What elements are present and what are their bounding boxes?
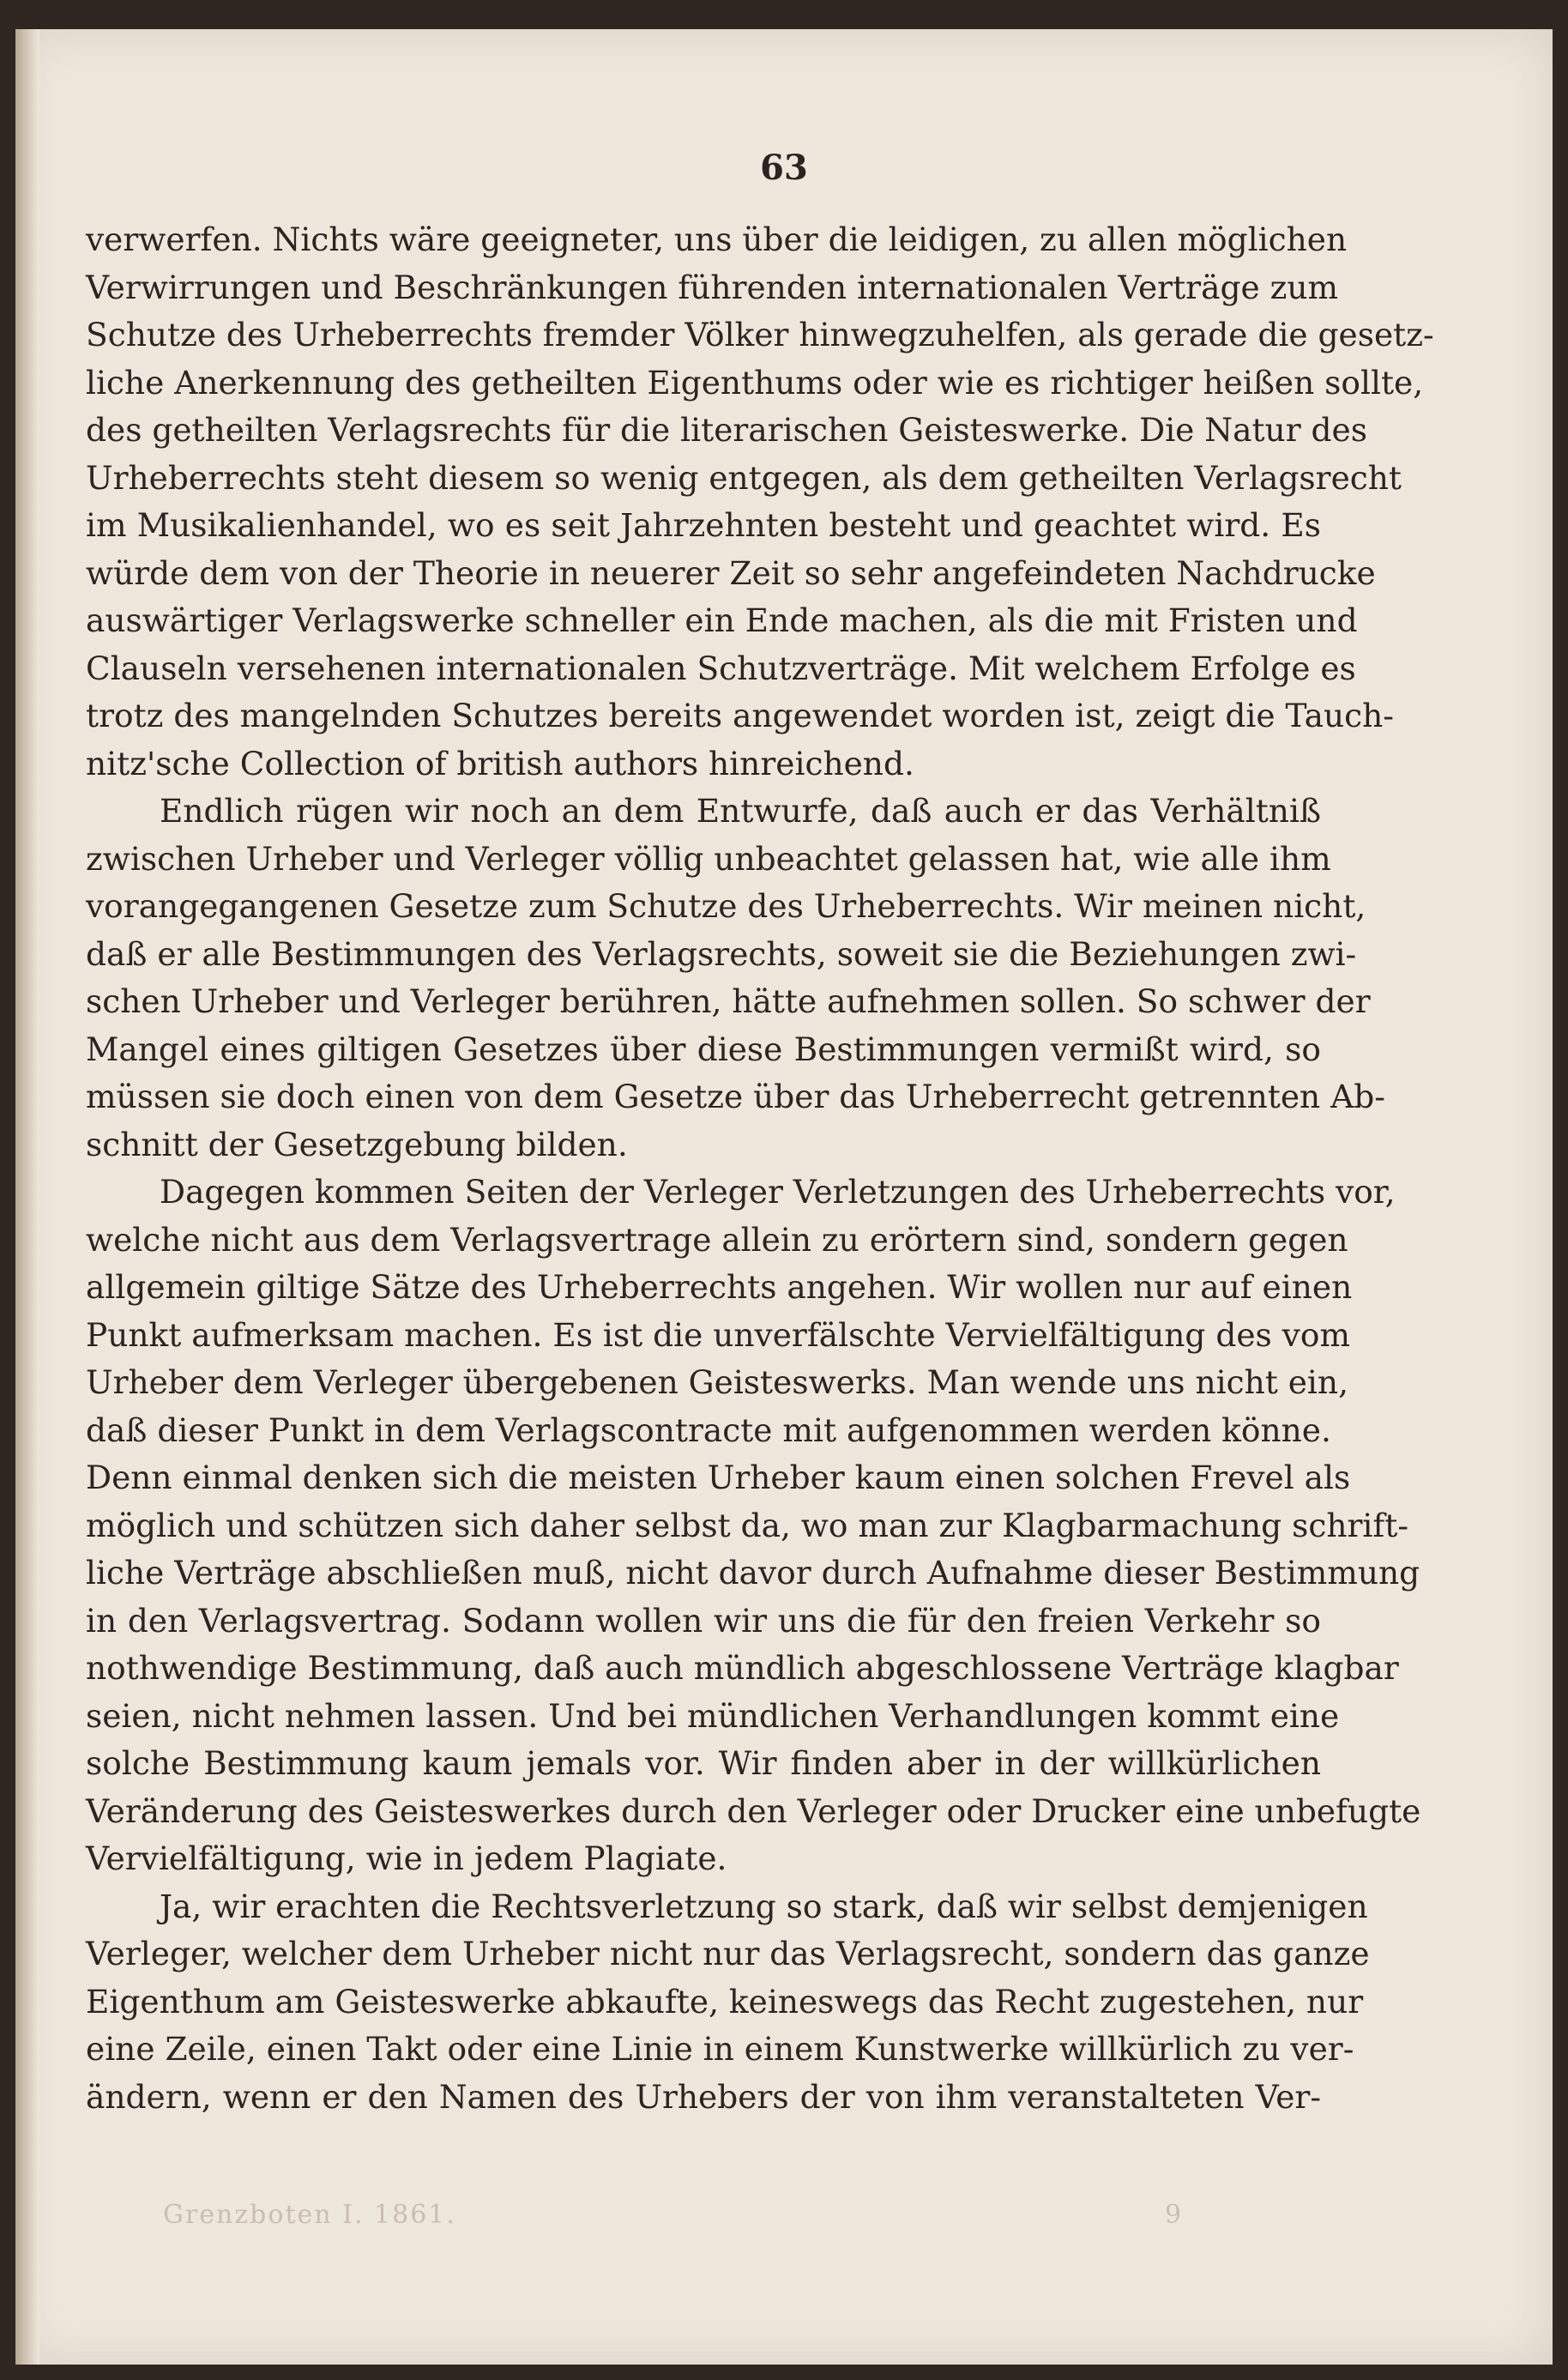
text-line: daß er alle Bestimmungen des Verlagsrechts, soweit sie die Beziehungen zwi- [86, 934, 1357, 973]
text-line: welche nicht aus dem Verlagsvertrage allein zu erörtern sind, sondern gegen [86, 1220, 1348, 1259]
text-line: würde dem von der Theorie in neuerer Zeit so sehr angefeindeten Nachdrucke [86, 553, 1376, 592]
text-line: solche Bestimmung kaum jemals vor. Wir finden aber in der willkürlichen [86, 1744, 1321, 1782]
text-line: in den Verlagsvertrag. Sodann wollen wir uns die für den freien Verkehr so [86, 1601, 1321, 1640]
text-line: schnitt der Gesetzgebung bilden. [86, 1125, 628, 1163]
text-line: liche Anerkennung des getheilten Eigenthums oder wie es richtiger heißen sollte, [86, 363, 1424, 402]
text-line: daß dieser Punkt in dem Verlagscontracte mit aufgenommen werden könne. [86, 1410, 1331, 1449]
text-line: seien, nicht nehmen lassen. Und bei mündlichen Verhandlungen kommt eine [86, 1696, 1340, 1735]
text-line: schen Urheber und Verleger berühren, hätte aufnehmen sollen. So schwer der [86, 982, 1371, 1020]
bleed-through-sheet-number: 9 [1165, 2200, 1182, 2230]
text-line: Endlich rügen wir noch an dem Entwurfe, daß auch er das Verhältniß [160, 792, 1321, 830]
text-line: Verleger, welcher dem Urheber nicht nur das Verlagsrecht, sondern das ganze [86, 1935, 1370, 1972]
text-line: trotz des mangelnden Schutzes bereits angewendet worden ist, zeigt die Tauch- [86, 697, 1394, 734]
text-line: eine Zeile, einen Takt oder eine Linie in einem Kunstwerke willkürlich zu ver- [86, 2030, 1354, 2068]
text-line: Clauseln versehenen internationalen Schutzverträge. Mit welchem Erfolge es [86, 649, 1356, 687]
bleed-through-signature: Grenzboten I. 1861. [163, 2200, 456, 2230]
text-line: allgemein giltige Sätze des Urheberrechts angehen. Wir wollen nur auf einen [86, 1268, 1353, 1306]
page-gutter-shadow [15, 29, 39, 2365]
text-line: liche Verträge abschließen muß, nicht davor durch Aufnahme dieser Bestimmung [86, 1554, 1420, 1592]
text-line: im Musikalienhandel, wo es seit Jahrzehnten besteht und geachtet wird. Es [86, 506, 1321, 544]
text-line: zwischen Urheber und Verleger völlig unbeachtet gelassen hat, wie alle ihm [86, 839, 1331, 878]
text-line: Verwirrungen und Beschränkungen führenden internationalen Verträge zum [86, 268, 1339, 306]
text-line: des getheilten Verlagsrechts für die literarischen Geisteswerke. Die Natur des [86, 411, 1367, 449]
text-line: Mangel eines giltigen Gesetzes über diese Bestimmungen vermißt wird, so [86, 1030, 1321, 1068]
text-line: Vervielfältigung, wie in jedem Plagiate. [86, 1839, 727, 1877]
text-line: nothwendige Bestimmung, daß auch mündlich abgeschlossene Verträge klagbar [86, 1649, 1399, 1687]
text-line: möglich und schützen sich daher selbst da, wo man zur Klagbarmachung schrift- [86, 1506, 1409, 1544]
text-line: Veränderung des Geisteswerkes durch den Verleger oder Drucker eine unbefugte [86, 1791, 1421, 1830]
page-number: 63 [760, 148, 808, 188]
body-text [86, 216, 1434, 2121]
text-line: ändern, wenn er den Namen des Urhebers der von ihm veranstalteten Ver- [86, 2077, 1321, 2116]
text-line: auswärtiger Verlagswerke schneller ein Ende machen, als die mit Fristen und [86, 601, 1358, 639]
text-line: nitz'sche Collection of british authors hinreichend. [86, 744, 914, 782]
text-line: Eigenthum am Geisteswerke abkaufte, keineswegs das Recht zugestehen, nur [86, 1982, 1364, 2021]
text-line: Schutze des Urheberrechts fremder Völker hinwegzuhelfen, als gerade die gesetz- [86, 316, 1434, 353]
text-line: verwerfen. Nichts wäre geeigneter, uns über die leidigen, zu allen möglichen [86, 220, 1348, 258]
text-line: Denn einmal denken sich die meisten Urheber kaum einen solchen Frevel als [86, 1459, 1351, 1496]
text-line: müssen sie doch einen von dem Gesetze über das Urheberrecht getrennten Ab- [86, 1078, 1385, 1115]
text-line: Punkt aufmerksam machen. Es ist die unverfälschte Vervielfältigung des vom [86, 1315, 1350, 1354]
text-line: Dagegen kommen Seiten der Verleger Verletzungen des Urheberrechts vor, [160, 1173, 1396, 1211]
text-line: Ja, wir erachten die Rechtsverletzung so stark, daß wir selbst demjenigen [160, 1887, 1368, 1925]
text-line: Urheberrechts steht diesem so wenig entgegen, als dem getheilten Verlagsrecht [86, 458, 1402, 497]
text-line: Urheber dem Verleger übergebenen Geisteswerks. Man wende uns nicht ein, [86, 1363, 1348, 1401]
text-line: vorangegangenen Gesetze zum Schutze des Urheberrechts. Wir meinen nicht, [86, 887, 1366, 925]
